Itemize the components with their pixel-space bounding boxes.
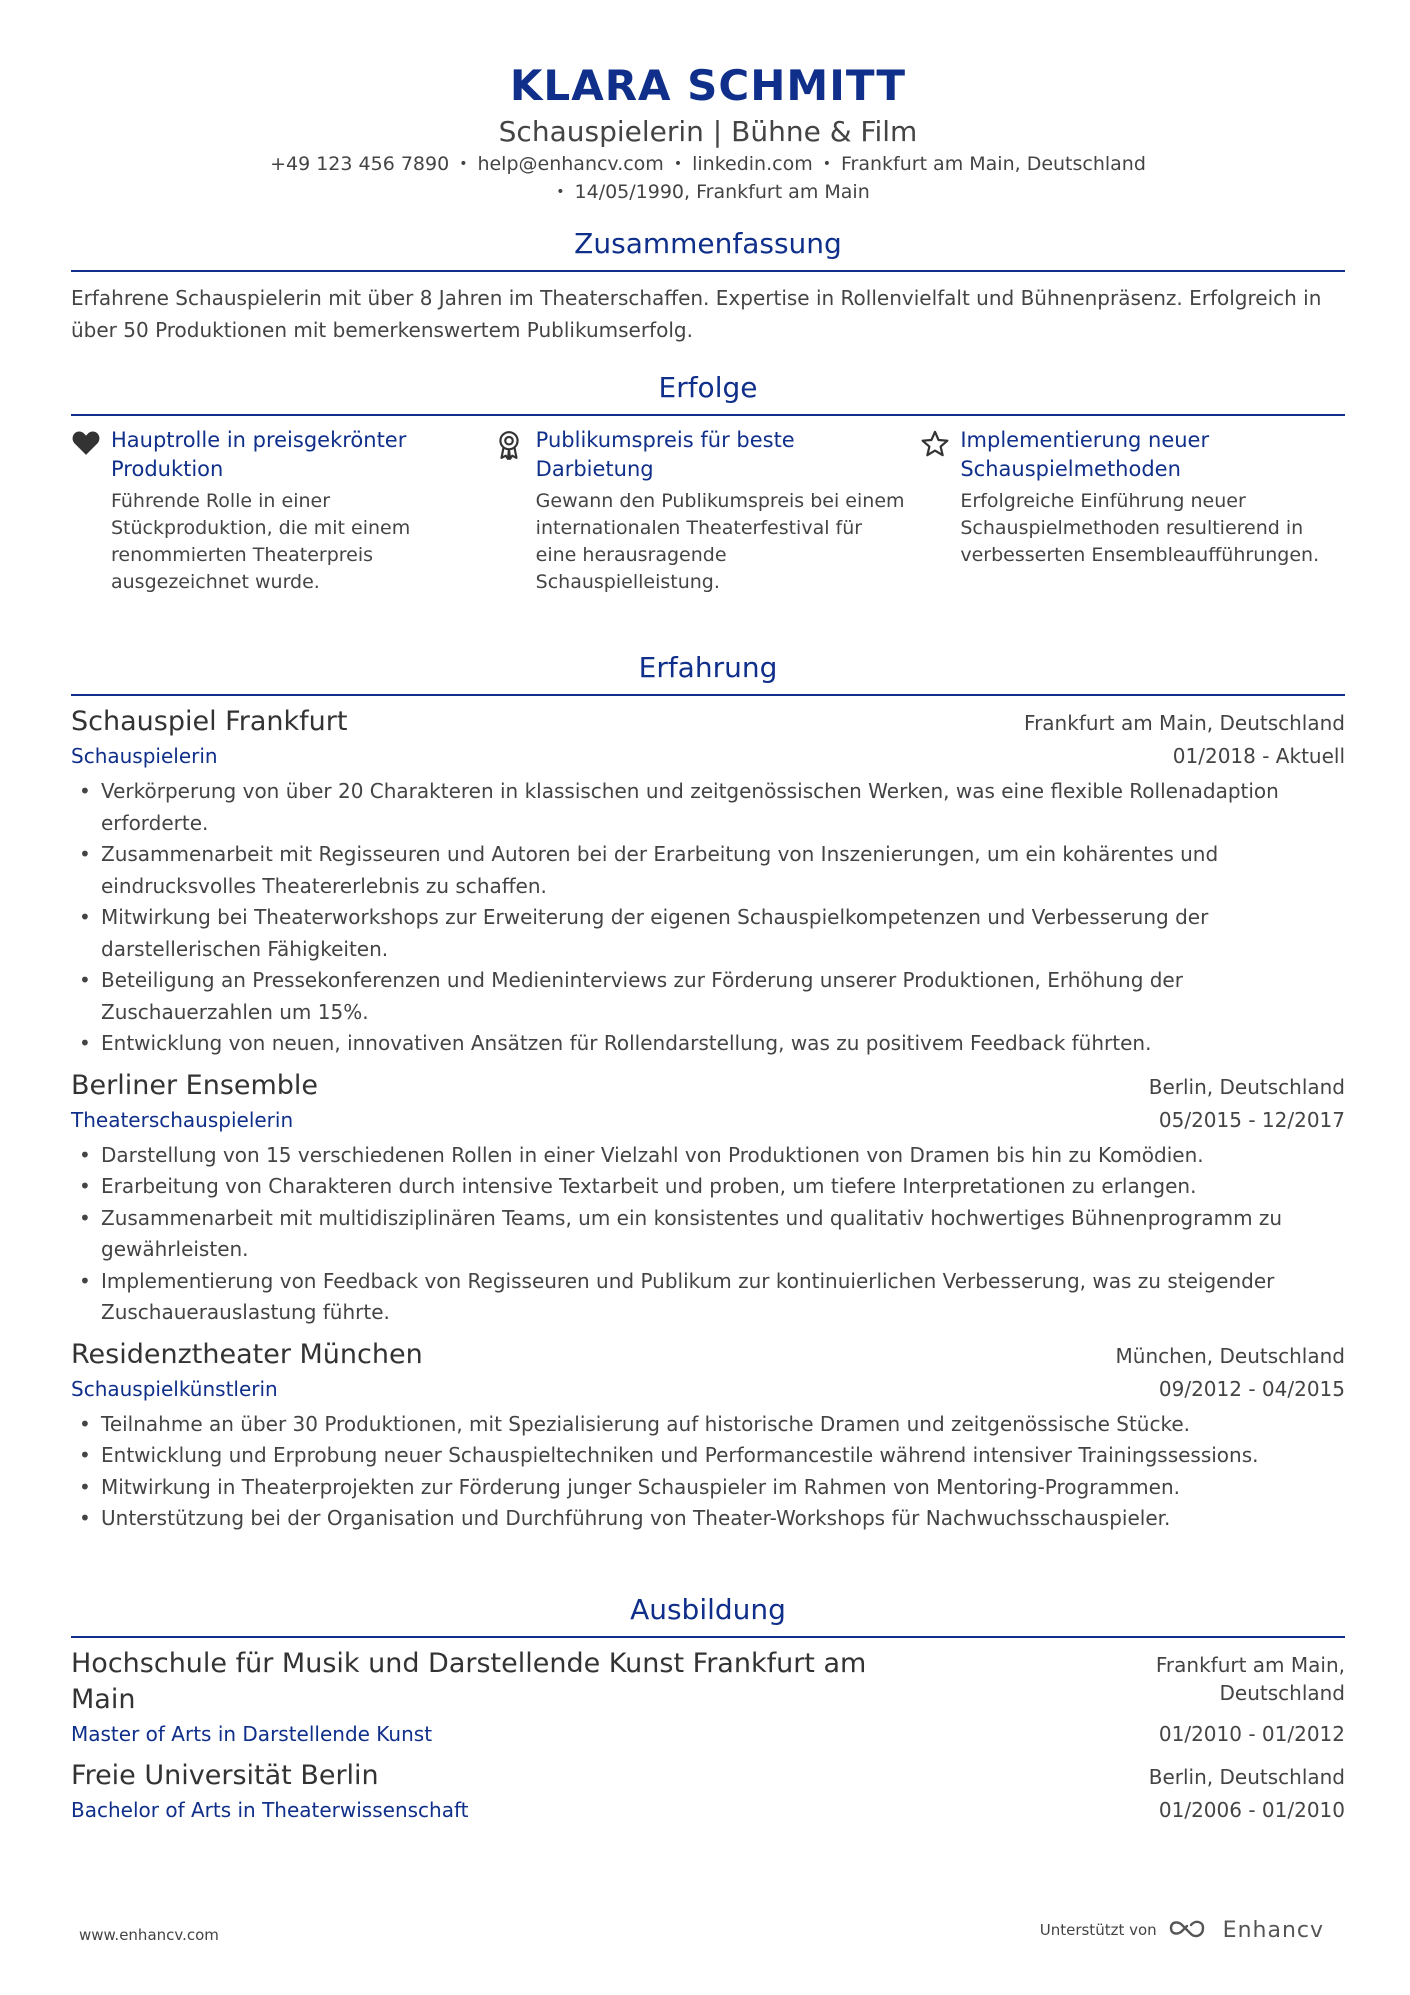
section-title-education: Ausbildung [71,1592,1345,1638]
job-entry [71,1068,1345,1329]
bullet-item: • Zusammenarbeit mit multidisziplinären Teams, um ein konsistentes und qualitativ hochwertiges Bühnenprogramm zu gewährleisten. [101,1203,1345,1266]
job-entry [71,1337,1345,1535]
summary-section [71,226,1345,346]
bullet-item: • Darstellung von 15 verschiedenen Rollen in einer Vielzahl von Produktionen von Dramen bis hin zu Komödien. [101,1140,1345,1172]
job-location: Frankfurt am Main, Deutschland [1024,711,1345,735]
degree: Bachelor of Arts in Theaterwissenschaft [71,1798,469,1822]
job-dates: 09/2012 - 04/2015 [1158,1376,1345,1401]
bullet-item: • Zusammenarbeit mit Regisseuren und Autoren bei der Erarbeitung von Inszenierungen, um ein kohärentes und eindrucksvolles Theatererlebnis zu schaffen. [101,839,1345,902]
candidate-title: Schauspielerin | Bühne & Film [498,115,918,148]
school-location: Berlin, Deutschland [1148,1765,1345,1789]
section-title-achievements: Erfolge [71,370,1345,416]
job-role: Schauspielkünstlerin [71,1376,278,1401]
bullet-item: • Beteiligung an Pressekonferenzen und Medieninterviews zur Förderung unserer Produktionen, Erhöhung der Zuschauerzahlen um 15%. [101,965,1345,1028]
separator-dot: • [556,184,565,200]
bullet-item: • Mitwirkung in Theaterprojekten zur Förderung junger Schauspieler im Rahmen von Mentoring-Programmen. [101,1472,1345,1504]
education-dates: 01/2010 - 01/2012 [1158,1722,1345,1746]
achievement-item [496,426,921,596]
bullet-item: • Erarbeitung von Charakteren durch intensive Textarbeit und proben, um tiefere Interpretationen zu erlangen. [101,1171,1345,1203]
job-location: München, Deutschland [1115,1343,1345,1368]
bullet-item: • Mitwirkung bei Theaterworkshops zur Erweiterung der eigenen Schauspielkompetenzen und Verbesserung der darstellerischen Fähigkeiten. [101,902,1345,965]
bullet-item: • Entwicklung und Erprobung neuer Schauspieltechniken und Performancestile während intensiver Trainingssessions. [101,1440,1345,1472]
achievement-desc: Erfolgreiche Einführung neuer Schauspielmethoden resultierend in verbesserten Ensembleaufführungen. [960,490,1320,566]
achievement-desc: Gewann den Publikumspreis bei einem internationalen Theaterfestival für eine herausragende Schauspielleistung. [535,490,905,593]
job-bullets [71,1140,1345,1329]
bullet-item: • Implementierung von Feedback von Regisseuren und Publikum zur kontinuierlichen Verbesserung, was zu steigender Zuschauerauslastung führte. [101,1266,1345,1329]
star-icon [920,426,960,596]
contact-line [71,150,1345,178]
resume-page [71,0,1345,1822]
education-entry [71,1646,1345,1750]
separator-dot: • [822,156,831,172]
degree: Master of Arts in Darstellende Kunst [71,1722,433,1746]
section-title-summary: Zusammenfassung [71,226,1345,272]
experience-section [71,650,1345,1535]
job-bullets [71,776,1345,1060]
location: Frankfurt am Main, Deutschland [840,153,1146,175]
bullet-item: • Entwicklung von neuen, innovativen Ansätzen für Rollendarstellung, was zu positivem Feedback führten. [101,1028,1345,1060]
achievements-section [71,370,1345,596]
job-company: Schauspiel Frankfurt [71,706,348,737]
job-role: Theaterschauspielerin [71,1107,294,1132]
heart-icon [71,426,111,596]
separator-dot: • [459,156,468,172]
resume-header [71,0,1345,206]
job-bullets [71,1409,1345,1535]
job-location: Berlin, Deutschland [1148,1074,1345,1099]
job-company: Berliner Ensemble [71,1069,319,1101]
achievement-desc: Führende Rolle in einer Stückproduktion, die mit einem renommierten Theaterpreis ausgezeichnet wurde. [111,490,411,593]
email[interactable]: help@enhancv.com [477,153,664,175]
education-dates: 01/2006 - 01/2010 [1158,1798,1345,1822]
contact-line-2 [71,178,1345,206]
footer-powered-by [1040,1916,1324,1944]
school-name: Hochschule für Musik und Darstellende Kunst Frankfurt am Main [71,1648,867,1715]
separator-dot: • [673,156,683,172]
powered-label: Unterstützt von [1039,1921,1157,1939]
achievements-grid [71,426,1345,596]
achievement-title: Publikumspreis für beste Darbietung [535,428,795,481]
phone: +49 123 456 7890 [270,153,450,175]
birth-info: 14/05/1990, Frankfurt am Main [574,181,870,203]
achievement-item [71,426,496,596]
candidate-name: KLARA SCHMITT [509,61,907,110]
achievement-item [920,426,1345,596]
bullet-item: • Teilnahme an über 30 Produktionen, mit Spezialisierung auf historische Dramen und zeitgenössische Stücke. [101,1409,1345,1441]
award-icon [496,426,536,596]
job-dates: 01/2018 - Aktuell [1172,744,1345,768]
enhancv-logo-icon [1167,1916,1213,1944]
brand-name: Enhancv [1222,1917,1324,1943]
job-role: Schauspielerin [71,744,218,768]
job-dates: 05/2015 - 12/2017 [1158,1107,1345,1132]
footer-website[interactable]: www.enhancv.com [79,1926,219,1944]
school-location: Frankfurt am Main, Deutschland [1155,1653,1345,1705]
linkedin[interactable]: linkedin.com [692,153,813,175]
bullet-item: • Verkörperung von über 20 Charakteren in klassischen und zeitgenössischen Werken, was eine flexible Rollenadaption erforderte. [101,776,1345,839]
school-name: Freie Universität Berlin [71,1760,379,1791]
bullet-item: • Unterstützung bei der Organisation und Durchführung von Theater-Workshops für Nachwuchsschauspieler. [101,1503,1345,1535]
education-entry [71,1758,1345,1826]
job-entry [71,704,1345,1060]
job-company: Residenztheater München [71,1338,423,1370]
section-title-experience: Erfahrung [71,650,1345,696]
education-section [71,1592,1345,1826]
summary-text: Erfahrene Schauspielerin mit über 8 Jahren im Theaterschaffen. Expertise in Rollenvielfalt und Bühnenpräsenz. Erfolgreich in über 50 Produktionen mit bemerkenswertem Publikumserfolg. [71,286,1322,342]
achievement-title: Implementierung neuer Schauspielmethoden [960,428,1210,481]
achievement-title: Hauptrolle in preisgekrönter Produktion [111,428,407,481]
